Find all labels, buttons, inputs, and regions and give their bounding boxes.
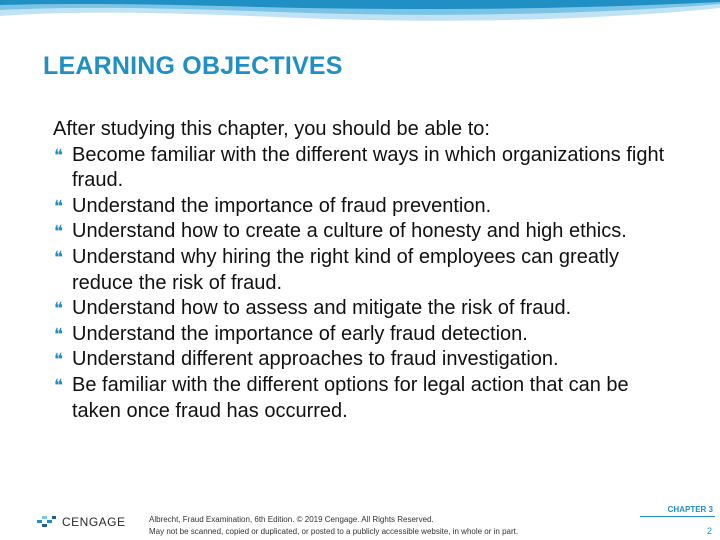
cengage-logo-icon [36, 514, 58, 530]
objective-item [53, 219, 683, 245]
objective-text: Be familiar with the different options for legal action that can be taken once fraud has occurred. [72, 373, 629, 422]
slide-title: LEARNING OBJECTIVES [43, 52, 343, 80]
objective-item [53, 245, 683, 296]
page-number: 2 [706, 526, 712, 536]
objective-text: Understand how to assess and mitigate the risk of fraud. [72, 297, 572, 320]
objective-text: Understand the importance of early fraud detection. [72, 322, 528, 345]
quote-bullet-icon: ❝ [54, 222, 64, 242]
quote-bullet-icon: ❝ [54, 247, 64, 267]
top-wave-decoration [0, 0, 720, 30]
chapter-divider [640, 516, 715, 517]
copyright-line-1: Albrecht, Fraud Examination, 6th Edition. © 2019 Cengage. All Rights Reserved. [149, 515, 434, 524]
cengage-logo [36, 514, 126, 530]
quote-bullet-icon: ❝ [54, 375, 64, 395]
slide-body [53, 117, 683, 424]
chapter-label: CHAPTER 3 [667, 505, 713, 514]
quote-bullet-icon: ❝ [54, 196, 64, 216]
copyright-notice [149, 514, 518, 538]
objective-text: Understand how to create a culture of honesty and high ethics. [72, 220, 627, 243]
objective-item [53, 296, 683, 322]
objective-text: Understand why hiring the right kind of employees can greatly reduce the risk of fraud. [72, 245, 619, 294]
objective-item [53, 143, 683, 194]
copyright-line-2: May not be scanned, copied or duplicated, or posted to a publicly accessible website, in whole or in part. [149, 527, 519, 536]
objective-item [53, 373, 683, 424]
objective-item [53, 347, 683, 373]
intro-text: After studying this chapter, you should be able to: [53, 118, 490, 140]
objective-item [53, 322, 683, 348]
quote-bullet-icon: ❝ [54, 350, 64, 370]
objective-text: Understand different approaches to fraud investigation. [72, 348, 559, 371]
quote-bullet-icon: ❝ [54, 145, 64, 165]
objective-text: Become familiar with the different ways in which organizations fight fraud. [72, 143, 665, 192]
cengage-logo-text: CENGAGE [62, 515, 126, 529]
objectives-list [53, 143, 683, 425]
quote-bullet-icon: ❝ [54, 299, 64, 319]
objective-text: Understand the importance of fraud prevention. [72, 194, 492, 217]
objective-item [53, 194, 683, 220]
quote-bullet-icon: ❝ [54, 324, 64, 344]
